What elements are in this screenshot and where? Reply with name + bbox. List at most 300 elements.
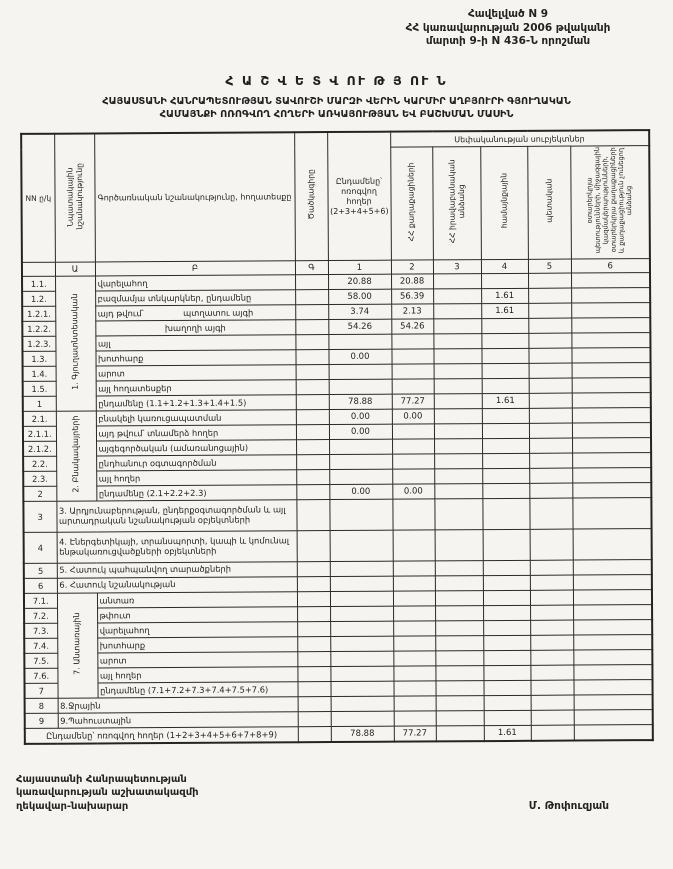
citizens-header-label: ՀՀ քաղաքացիների <box>406 162 417 242</box>
value-cell-state <box>529 408 572 423</box>
value-cell-foreign <box>572 363 651 378</box>
value-cell-legal <box>433 334 481 349</box>
value-cell-state <box>529 438 572 453</box>
code-cell <box>295 320 328 335</box>
value-cell-community <box>481 274 528 289</box>
org-line-1: Հայաստանի Հանրապետության <box>16 773 187 785</box>
value-cell-total: 0.00 <box>329 410 392 425</box>
value-cell-community <box>483 591 530 606</box>
value-cell-legal <box>434 409 482 424</box>
row-label-prefix: այդ թվում՝ <box>97 308 144 319</box>
annex-line-3: մարտի 9-ի N 436-Ն որոշման <box>425 35 591 48</box>
value-cell-foreign <box>573 680 652 695</box>
value-cell-state <box>529 363 572 378</box>
value-cell-total <box>331 697 394 712</box>
functional-header-label: Գործառնական նշանակությունը, հողատեսքը <box>97 192 292 203</box>
value-cell-community <box>481 319 528 334</box>
col-header-purpose <box>54 134 95 263</box>
value-cell-foreign <box>572 393 651 408</box>
row-label: խոտհարք <box>97 637 297 653</box>
org-line-3: ղեկավար-նախարար <box>16 800 129 812</box>
value-cell-foreign <box>572 423 651 438</box>
value-cell-total <box>329 380 392 395</box>
value-cell-legal <box>434 484 482 499</box>
value-cell-legal <box>434 424 482 439</box>
value-cell-citizens <box>394 696 436 711</box>
value-cell-community: 1.61 <box>481 304 528 319</box>
value-cell-total <box>330 592 393 607</box>
code-cell <box>295 290 328 305</box>
row-num: 7.6. <box>24 669 57 684</box>
row-label: ընդամենը (7.1+7.2+7.3+7.4+7.5+7.6) <box>97 682 297 698</box>
value-cell-legal <box>434 379 482 394</box>
value-cell-citizens <box>393 681 435 696</box>
value-cell-legal <box>435 530 483 561</box>
foreign-header-label: օտարերկրյա պետությունների, միջազգային կազմակերպությունների, օտարերկրյա քաղաքացիների և քաղաքացիություն չունեցող անձանց <box>584 147 633 255</box>
value-cell-foreign <box>572 498 651 529</box>
value-cell-total <box>329 455 392 470</box>
value-cell-total: 3.74 <box>328 305 391 320</box>
value-cell-community <box>482 409 529 424</box>
value-cell-foreign <box>572 408 651 423</box>
code-cell <box>297 577 330 592</box>
signer-name: Մ. Թոփուզյան <box>528 800 609 813</box>
value-cell-state <box>528 348 571 363</box>
value-cell-state <box>530 665 573 680</box>
value-cell-state <box>529 393 572 408</box>
value-cell-community <box>484 711 531 726</box>
code-cell <box>296 470 329 485</box>
row-num: 2.3. <box>23 472 56 487</box>
value-cell-citizens <box>392 454 434 469</box>
value-cell-community <box>482 469 529 484</box>
value-cell-citizens <box>393 621 435 636</box>
code-cell <box>295 350 328 365</box>
value-cell-citizens: 0.00 <box>392 409 434 424</box>
value-cell-legal <box>434 364 482 379</box>
value-cell-foreign <box>572 378 651 393</box>
row-num: 7.2. <box>24 609 57 624</box>
value-cell-total <box>330 667 393 682</box>
value-cell-total: 0.00 <box>329 485 392 500</box>
value-cell-legal <box>434 439 482 454</box>
value-cell-state <box>528 303 571 318</box>
value-cell-state <box>529 468 572 483</box>
value-cell-citizens: 2.13 <box>391 304 433 319</box>
row-label: ընդամենը (2.1+2.2+2.3) <box>96 485 296 501</box>
subtitle-line-2: ՀԱՄԱՅՆՔԻ ՈՌՈԳՎՈՂ ՀՈՂԵՐԻ ԱՌԿԱՅՈՒԹՅԱՆ ԵՎ ԲԱՇԽՄԱՆ ՄԱՍԻՆ <box>159 109 514 121</box>
code-cell <box>296 365 329 380</box>
code-cell <box>297 682 330 697</box>
value-cell-total <box>329 500 392 531</box>
row-label: արոտ <box>96 365 296 381</box>
code-cell <box>298 712 331 727</box>
value-cell-total <box>329 470 392 485</box>
value-cell-state <box>530 605 573 620</box>
value-cell-legal <box>435 591 483 606</box>
table-row <box>23 498 651 533</box>
code-cell <box>297 592 330 607</box>
state-header-label: պետական <box>544 179 554 224</box>
row-label-sub: պտղատու այգի <box>183 307 254 319</box>
letter-cell: Ա <box>55 262 95 276</box>
code-cell <box>297 652 330 667</box>
value-cell-legal <box>435 576 483 591</box>
row-label: վարելահող <box>97 622 297 638</box>
code-cell <box>295 305 328 320</box>
value-cell-community <box>481 349 528 364</box>
annex-line-1: Հավելված N 9 <box>467 8 549 20</box>
value-cell-total <box>330 652 393 667</box>
row-num: 7.1. <box>24 594 57 609</box>
value-cell-legal <box>434 469 482 484</box>
value-cell-legal <box>434 499 482 530</box>
row-num: 5 <box>24 564 57 579</box>
value-cell-total <box>330 531 393 562</box>
col-header-state <box>527 146 571 259</box>
value-cell-state <box>529 483 572 498</box>
code-cell <box>296 380 329 395</box>
code-cell <box>298 697 331 712</box>
value-cell-total <box>328 335 391 350</box>
purpose-header-label: Նպատակային նշանակությունը <box>64 163 84 230</box>
letter-cell: 2 <box>391 260 433 274</box>
value-cell-community <box>482 454 529 469</box>
value-cell-citizens: 54.26 <box>391 319 433 334</box>
total-header-label: Ընդամենը՝ ոռոգվող հողեր (2+3+4+5+6) <box>330 176 389 216</box>
value-cell-total: 0.00 <box>328 350 391 365</box>
value-cell-legal <box>433 319 481 334</box>
nn-header-label: NN ը/կ <box>25 194 52 204</box>
value-cell-community <box>483 651 530 666</box>
letter-cell: 4 <box>481 260 528 274</box>
value-cell-community: 1.61 <box>481 289 528 304</box>
value-cell-foreign <box>571 348 650 363</box>
row-label: ընդամենը (1.1+1.2+1.3+1.4+1.5) <box>96 395 296 411</box>
value-cell-state <box>531 710 574 725</box>
value-cell-total <box>329 365 392 380</box>
row-num: 4 <box>24 533 57 564</box>
value-cell-foreign <box>573 605 652 620</box>
row-num: 3 <box>23 502 56 533</box>
value-cell-legal <box>433 274 481 289</box>
org-line-2: կառավարության աշխատակազմի <box>16 787 199 799</box>
value-cell-state <box>530 575 573 590</box>
table-row <box>24 529 652 564</box>
col-header-functional <box>94 133 295 263</box>
col-header-nn <box>21 134 55 263</box>
row-label: 9.Պահուստային <box>58 712 298 728</box>
community-header-label: համայնքային <box>499 173 509 229</box>
letter-cell: 1 <box>328 261 391 275</box>
value-cell-foreign <box>571 333 650 348</box>
value-cell-state <box>530 560 573 575</box>
value-cell-community <box>483 576 530 591</box>
value-cell-citizens <box>393 591 435 606</box>
value-cell-legal <box>433 304 481 319</box>
value-cell-citizens <box>392 424 434 439</box>
value-cell-total: 0.00 <box>329 425 392 440</box>
row-label <box>95 305 295 321</box>
row-num: 8 <box>25 699 58 714</box>
value-cell-state <box>528 288 571 303</box>
grand-total-value-community: 1.61 <box>484 726 531 741</box>
row-num: 1.2.2. <box>22 322 55 337</box>
row-label: 4. Էներգետիկայի, տրանսպորտի, կապի և կոմունալ ենթակառուցվածքների օբյեկտների <box>57 531 297 563</box>
value-cell-state <box>531 695 574 710</box>
row-num: 7.5. <box>24 654 57 669</box>
value-cell-state <box>530 590 573 605</box>
row-label: այլ հողեր <box>96 470 296 486</box>
row-num: 9 <box>25 714 58 729</box>
row-num: 1.4. <box>23 367 56 382</box>
row-label: 8.Ջրային <box>58 697 298 713</box>
value-cell-total <box>330 637 393 652</box>
grand-total-value-total: 78.88 <box>331 727 394 742</box>
value-cell-citizens: 77.27 <box>392 394 434 409</box>
value-cell-total: 20.88 <box>328 275 391 290</box>
row-num: 7.3. <box>24 624 57 639</box>
value-cell-community <box>482 379 529 394</box>
row-num: 1.2.3. <box>22 337 55 352</box>
letter-cell: Բ <box>95 261 295 276</box>
grand-total-row <box>25 725 653 744</box>
value-cell-community <box>482 439 529 454</box>
value-cell-total <box>330 622 393 637</box>
value-cell-foreign <box>573 529 652 560</box>
value-cell-legal <box>435 561 483 576</box>
value-cell-total: 54.26 <box>328 320 391 335</box>
row-label: թփուտ <box>97 607 297 623</box>
code-cell <box>296 455 329 470</box>
section-label-residential: 2. Բնակավայրերի <box>56 411 97 501</box>
value-cell-citizens <box>394 711 436 726</box>
value-cell-citizens <box>393 576 435 591</box>
col-header-foreign <box>570 146 650 259</box>
grand-total-value-citizens: 77.27 <box>394 726 436 741</box>
code-cell <box>296 485 329 500</box>
value-cell-community <box>483 621 530 636</box>
signature-block <box>10 773 663 814</box>
value-cell-citizens <box>393 666 435 681</box>
value-cell-state <box>530 529 573 560</box>
value-cell-foreign <box>572 438 651 453</box>
row-num: 6 <box>24 579 57 594</box>
row-num: 1 <box>23 397 56 412</box>
value-cell-community <box>483 606 530 621</box>
value-cell-foreign <box>571 303 650 318</box>
value-cell-citizens <box>393 606 435 621</box>
value-cell-community <box>481 334 528 349</box>
grand-total-value-state <box>531 725 574 740</box>
value-cell-community <box>482 484 529 499</box>
ownership-group-header: Սեփականության սուբյեկտներ <box>390 130 649 147</box>
subtitle-line-1: ՀԱՅԱՍՏԱՆԻ ՀԱՆՐԱՊԵՏՈՒԹՅԱՆ ՏԱՎՈՒՇԻ ՄԱՐԶԻ ՎԵՐԻՆ ԿԱՐՄԻՐ ԱՂԲՅՈՒՐԻ ԳՅՈՒՂԱԿԱՆ <box>102 95 571 107</box>
value-cell-community <box>483 530 530 561</box>
value-cell-citizens <box>393 651 435 666</box>
row-label: 5. Հատուկ պահպանվող տարածքների <box>57 562 297 578</box>
value-cell-community: 1.61 <box>482 394 529 409</box>
row-label-sub: խաղողի այգի <box>164 323 226 334</box>
row-num: 1.3. <box>22 352 55 367</box>
letter-cell: 5 <box>528 259 571 273</box>
value-cell-state <box>528 273 571 288</box>
row-label: խոտհարք <box>95 350 295 366</box>
letter-cell: Գ <box>295 261 328 275</box>
value-cell-community <box>483 666 530 681</box>
row-num: 2 <box>23 487 56 502</box>
row-label: այգեգործական (ամառանոցային) <box>96 440 296 456</box>
value-cell-total <box>330 577 393 592</box>
value-cell-community <box>482 364 529 379</box>
land-report-table <box>20 129 654 744</box>
value-cell-community <box>483 681 530 696</box>
row-label: արոտ <box>97 652 297 668</box>
grand-total-value-legal <box>436 726 484 741</box>
grand-total-value-foreign <box>574 725 653 740</box>
value-cell-state <box>529 453 572 468</box>
value-cell-community <box>483 636 530 651</box>
row-label: 6. Հատուկ նշանակության <box>57 577 297 593</box>
row-num: 7 <box>25 684 58 699</box>
code-cell <box>296 500 329 531</box>
row-label: այդ թվում՝ տնամերձ հողեր <box>96 425 296 441</box>
value-cell-foreign <box>572 453 651 468</box>
value-cell-citizens <box>392 499 434 530</box>
code-cell <box>297 622 330 637</box>
value-cell-state <box>528 318 571 333</box>
value-cell-foreign <box>572 483 651 498</box>
annex-reference <box>353 8 663 49</box>
value-cell-state <box>529 378 572 393</box>
value-cell-state <box>530 635 573 650</box>
value-cell-total <box>331 712 394 727</box>
page-title: Հ Ա Շ Վ Ե Տ Վ ՈՒ Թ Յ ՈՒ Ն <box>225 72 448 88</box>
value-cell-foreign <box>573 665 652 680</box>
value-cell-foreign <box>574 695 653 710</box>
value-cell-legal <box>436 696 484 711</box>
code-cell <box>296 395 329 410</box>
value-cell-foreign <box>571 273 650 288</box>
code-cell <box>297 562 330 577</box>
code-cell <box>297 637 330 652</box>
code-cell <box>295 275 328 290</box>
row-num: 1.2.1. <box>22 307 55 322</box>
code-cell <box>296 410 329 425</box>
value-cell-citizens: 56.39 <box>391 289 433 304</box>
row-label: վարելահող <box>95 275 295 291</box>
row-num: 1.2. <box>22 292 55 307</box>
report-table-wrapper <box>8 129 665 744</box>
code-cell <box>296 440 329 455</box>
value-cell-community <box>482 424 529 439</box>
value-cell-legal <box>433 349 481 364</box>
letter-cell: 3 <box>433 260 481 274</box>
value-cell-citizens <box>392 364 434 379</box>
value-cell-community <box>484 696 531 711</box>
value-cell-legal <box>435 636 483 651</box>
value-cell-citizens <box>393 530 435 561</box>
row-label: բազմամյա տնկարկներ, ընդամենը <box>95 290 295 306</box>
value-cell-citizens <box>391 334 433 349</box>
value-cell-legal <box>435 651 483 666</box>
value-cell-foreign <box>573 620 652 635</box>
value-cell-state <box>530 620 573 635</box>
row-label: այլ հողեր <box>97 667 297 683</box>
value-cell-foreign <box>573 635 652 650</box>
annex-line-2: ՀՀ կառավարության 2006 թվականի <box>405 21 611 34</box>
row-num: 1.1. <box>22 277 55 292</box>
value-cell-citizens: 20.88 <box>391 274 433 289</box>
value-cell-state <box>529 423 572 438</box>
row-num: 7.4. <box>24 639 57 654</box>
col-header-citizens <box>390 147 433 260</box>
value-cell-legal <box>435 621 483 636</box>
value-cell-citizens: 0.00 <box>392 484 434 499</box>
value-cell-community <box>483 561 530 576</box>
value-cell-foreign <box>572 468 651 483</box>
grand-total-label: Ընդամենը՝ ոռոգվող հողեր (1+2+3+4+5+6+7+8+9) <box>25 727 298 744</box>
row-label <box>95 320 295 336</box>
row-label: այլ հողատեսքեր <box>96 380 296 396</box>
page-subtitle <box>10 95 663 121</box>
col-header-code <box>294 132 328 261</box>
value-cell-foreign <box>573 560 652 575</box>
value-cell-total <box>330 562 393 577</box>
value-cell-legal <box>434 454 482 469</box>
org-title <box>16 773 199 814</box>
value-cell-community <box>482 499 529 530</box>
value-cell-legal <box>435 681 483 696</box>
row-num: 2.1.2. <box>23 442 56 457</box>
code-cell <box>297 531 330 562</box>
value-cell-legal <box>436 711 484 726</box>
value-cell-citizens <box>392 469 434 484</box>
value-cell-foreign <box>571 318 650 333</box>
value-cell-legal <box>433 289 481 304</box>
value-cell-foreign <box>573 650 652 665</box>
row-label: 3. Արդյունաբերության, ընդերքօգտագործման և այլ արտադրական նշանակության օբյեկտների <box>56 500 296 532</box>
value-cell-total: 58.00 <box>328 290 391 305</box>
col-header-total <box>327 132 391 261</box>
value-cell-citizens <box>393 561 435 576</box>
section-label-forest: 7. Անտառային <box>57 593 98 698</box>
value-cell-citizens <box>392 439 434 454</box>
code-cell <box>297 607 330 622</box>
value-cell-state <box>530 680 573 695</box>
letter-cell: 6 <box>571 259 650 273</box>
row-label: ընդհանուր օգտագործման <box>96 455 296 471</box>
value-cell-state <box>530 650 573 665</box>
value-cell-foreign <box>571 288 650 303</box>
code-cell <box>297 667 330 682</box>
value-cell-total: 78.88 <box>329 395 392 410</box>
code-cell <box>295 335 328 350</box>
row-num: 2.1.1. <box>23 427 56 442</box>
code-cell <box>296 425 329 440</box>
value-cell-total <box>330 607 393 622</box>
value-cell-foreign <box>573 575 652 590</box>
row-label: այլ <box>95 335 295 351</box>
value-cell-citizens <box>392 379 434 394</box>
title-block <box>10 73 663 121</box>
section-label-agricultural: 1. Գյուղատնտեսական <box>55 276 96 411</box>
code-header-label: Ծածկագիրը <box>306 169 316 221</box>
value-cell-citizens <box>393 636 435 651</box>
row-label: անտառ <box>97 592 297 608</box>
value-cell-total <box>329 440 392 455</box>
value-cell-legal <box>435 606 483 621</box>
